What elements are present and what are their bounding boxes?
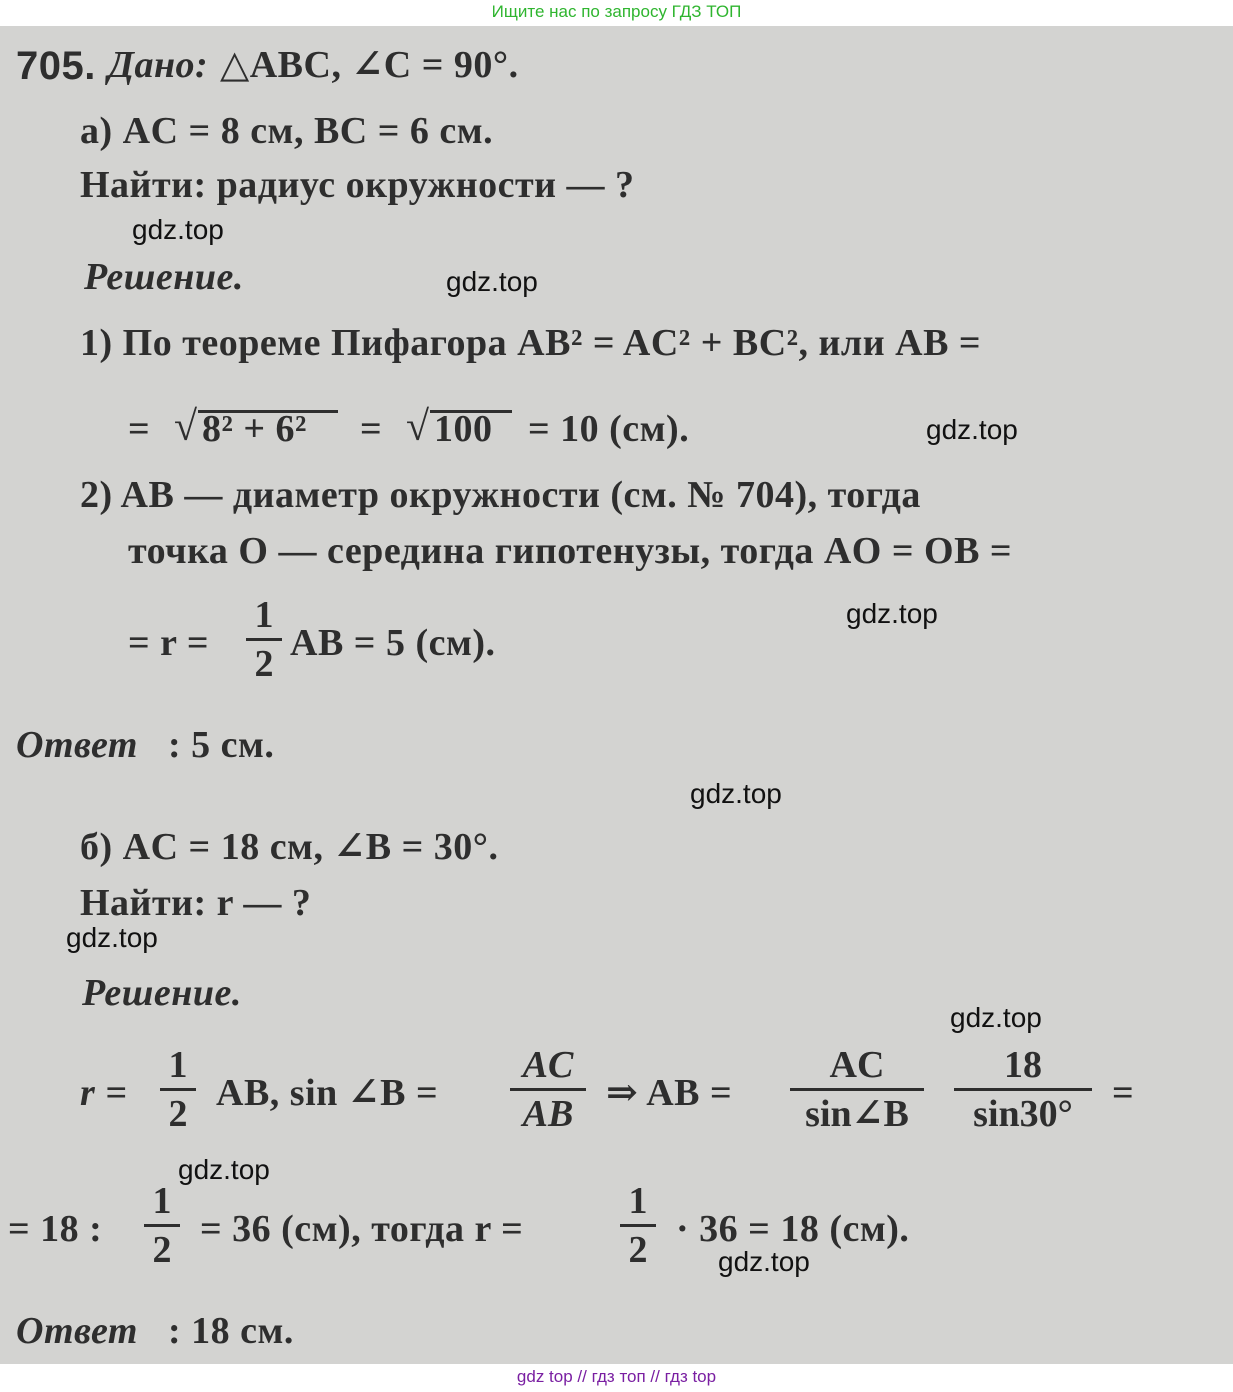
fraction-numerator: 1 [152, 1180, 172, 1222]
bottom-banner: gdz top // гдз топ // гдз top [0, 1364, 1233, 1392]
part-a-step2-line1: 2) AB — диаметр окружности (см. № 704), тогда [80, 474, 921, 516]
fraction-denominator: AB [522, 1093, 574, 1135]
watermark: gdz.top [926, 414, 1018, 445]
fraction-denominator: 2 [168, 1093, 188, 1135]
fraction-one-half-b3 [620, 1182, 656, 1269]
part-b-solution-heading: Решение. [82, 972, 242, 1014]
part-b-eq1-mid: AB, sin ∠B = [216, 1072, 439, 1114]
part-b-answer-value: : 18 см. [168, 1310, 294, 1352]
sqrt-sign-1: √ [174, 404, 198, 450]
watermark: gdz.top [690, 778, 782, 809]
part-a-sqrt1: 8² + 6² [202, 408, 307, 450]
part-b-eq1-end: = [1112, 1072, 1135, 1114]
part-a-find: Найти: радиус окружности — ? [80, 164, 635, 206]
part-a-step2-line2: точка O — середина гипотенузы, тогда AO = OB = [128, 530, 1013, 572]
watermark: gdz.top [66, 922, 158, 953]
watermark: gdz.top [846, 598, 938, 629]
part-b-eq2-pre: = 18 : [8, 1208, 103, 1250]
part-a-given: а) AC = 8 см, BC = 6 см. [80, 110, 494, 152]
top-banner: Ищите нас по запросу ГДЗ ТОП [0, 0, 1233, 26]
part-a-answer-value: : 5 см. [168, 724, 275, 766]
watermark: gdz.top [178, 1154, 270, 1185]
part-b-eq2-mid: = 36 (см), тогда r = [200, 1208, 524, 1250]
fraction-one-half-a [246, 596, 282, 683]
watermark: gdz.top [950, 1002, 1042, 1033]
watermark: gdz.top [446, 266, 538, 297]
fraction-numerator: AC [522, 1044, 574, 1086]
part-b-eq1-arrow: ⇒ AB = [606, 1072, 733, 1114]
part-a-step1-end: = 10 (см). [528, 408, 690, 450]
fraction-numerator: 18 [1004, 1044, 1042, 1086]
fraction-one-half-b2 [144, 1182, 180, 1269]
part-a-solution-heading: Решение. [84, 256, 244, 298]
part-b-eq2-end: · 36 = 18 (см). [676, 1208, 910, 1250]
part-a-step1-eq2: = [360, 408, 383, 450]
fraction-denominator: 2 [254, 643, 274, 685]
problem-number: 705. [16, 44, 96, 88]
part-b-find: Найти: r — ? [80, 882, 312, 924]
fraction-denominator: sin30° [973, 1093, 1073, 1135]
fraction-denominator: 2 [152, 1229, 172, 1271]
fraction-one-half-b1 [160, 1046, 196, 1133]
part-a-step1-line1: 1) По теореме Пифагора AB² = AC² + BC², или AB = [80, 322, 982, 364]
textbook-page [0, 26, 1233, 1364]
fraction-18-sin30 [954, 1046, 1092, 1133]
part-a-step1-eq: = [128, 408, 151, 450]
sqrt-sign-2: √ [406, 404, 430, 450]
watermark: gdz.top [132, 214, 224, 245]
fraction-numerator: 1 [254, 594, 274, 636]
part-a-step2-pre: = r = [128, 622, 209, 664]
fraction-ac-ab [510, 1046, 586, 1133]
part-a-answer-label: Ответ [16, 724, 138, 766]
part-a-step2-post: AB = 5 (см). [290, 622, 496, 664]
fraction-numerator: 1 [628, 1180, 648, 1222]
fraction-denominator: 2 [628, 1229, 648, 1271]
fraction-denominator: sin∠B [805, 1093, 909, 1135]
watermark: gdz.top [718, 1246, 810, 1277]
fraction-numerator: AC [829, 1044, 885, 1086]
fraction-ac-sinb [790, 1046, 924, 1133]
given-text: △ABC, ∠C = 90°. [220, 44, 519, 86]
part-a-sqrt2: 100 [434, 408, 493, 450]
part-b-answer-label: Ответ [16, 1310, 138, 1352]
given-label: Дано: [108, 44, 209, 86]
part-b-eq1-r: r = [80, 1072, 128, 1114]
fraction-numerator: 1 [168, 1044, 188, 1086]
part-b-given: б) AC = 18 см, ∠B = 30°. [80, 826, 499, 868]
